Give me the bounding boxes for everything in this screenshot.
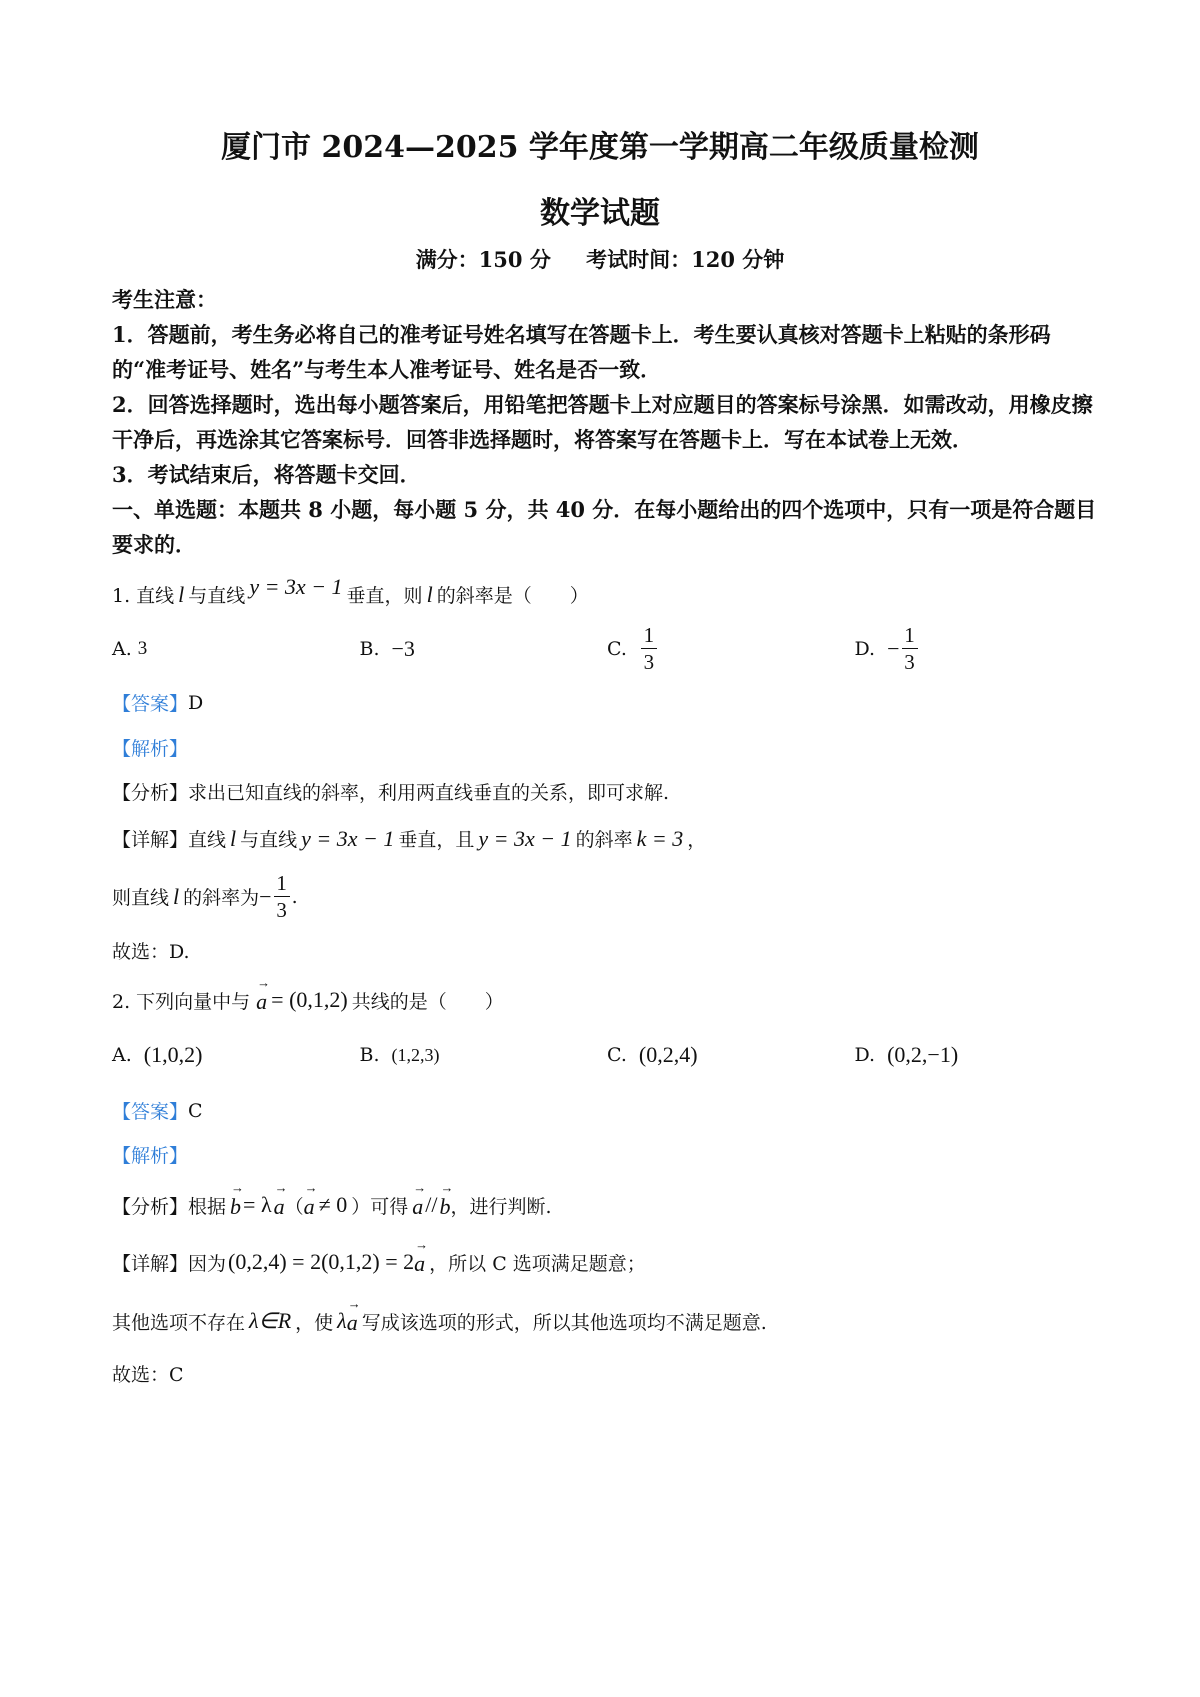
exam-meta (0, 244, 1200, 274)
fraction: $\frac{1}{3}$ (274, 872, 290, 921)
exam-title: 厦门市 2024—2025 学年度第一学期高二年级质量检测 (221, 130, 979, 165)
q1-option-d[interactable]: D. − $\frac{1}{3}$ (855, 624, 1103, 673)
q2-option-c[interactable]: C. (0,2,4) (607, 1042, 698, 1067)
question-2-options (112, 1042, 1102, 1068)
q1-jiexi: 【解析】 (112, 738, 189, 760)
q2-detail: 【详解】 因为 (0,2,4) = 2(0,1,2) = 2 → a ，所以 C 选项满足题意； (112, 1247, 1102, 1277)
q2-other: 其他选项不存在 λ∈R ，使 λ → a 写成该选项的形式，所以其他选项均不满足题意. (112, 1306, 1102, 1336)
q2-choose: 故选：C (112, 1364, 184, 1386)
full-score: 满分：150 分 (415, 247, 551, 272)
section-heading: 一、单选题：本题共 8 小题，每小题 5 分，共 40 分．在每小题给出的四个选项中，只有一项是符合题目要求的． (112, 497, 1097, 557)
q2-option-d[interactable]: D. (0,2,−1) (854, 1042, 959, 1067)
q1-option-a[interactable]: A. 3 (112, 637, 148, 660)
q1-answer: 【答案】 D (112, 691, 204, 715)
exam-time: 考试时间：120 分钟 (586, 247, 785, 272)
q1-option-c[interactable]: C. $\frac{1}{3}$ (607, 624, 855, 673)
notice-item-3: 3．考试结束后，将答题卡交回． (112, 462, 421, 487)
q2-option-b[interactable]: B. (1,2,3) (359, 1044, 440, 1066)
fraction: $\frac{1}{3}$ (641, 624, 657, 673)
question-1-stem: 1. 直线 l 与直线 y = 3x − 1 垂直，则 l 的斜率是（ ） (112, 573, 589, 607)
q1-option-b[interactable]: B. −3 (359, 635, 415, 661)
fraction: $\frac{1}{3}$ (902, 624, 918, 673)
notice-item-2: 2．回答选择题时，选出每小题答案后，用铅笔把答题卡上对应题目的答案标号涂黑．如需改动，用橡皮擦干净后，再选涂其它答案标号．回答非选择题时，将答案写在答题卡上．写在本试卷上无效． (112, 392, 1093, 452)
q2-answer: 【答案】 C (112, 1099, 203, 1123)
exam-subtitle: 数学试题 (540, 196, 660, 231)
q1-conclusion: 则直线 l 的斜率为 − $\frac{1}{3}$ . (112, 871, 298, 922)
q1-detail: 【详解】 直线 l 与直线 y = 3x − 1 垂直，且 y = 3x − 1 的斜率 k = 3 ， (112, 825, 707, 851)
q1-choose: 故选：D. (112, 941, 190, 963)
q2-jiexi: 【解析】 (112, 1145, 189, 1167)
q2-analysis: 【分析】 根据 → b = λ → a （ → a ≠ 0 ）可得 → a // → b ，进行判断. (112, 1190, 1102, 1220)
notice-heading: 考生注意： (112, 287, 217, 312)
candidate-notice (112, 282, 1102, 562)
q1-analysis: 【分析】 求出已知直线的斜率，利用两直线垂直的关系，即可求解. (112, 782, 670, 804)
question-1-options (112, 624, 1102, 673)
notice-item-1: 1．答题前，考生务必将自己的准考证号姓名填写在答题卡上．考生要认真核对答题卡上粘贴的条形码的“准考证号、姓名”与考生本人准考证号、姓名是否一致． (112, 322, 1051, 382)
question-2-stem: 2. 下列向量中与 → a = (0,1,2) 共线的是（ ） (112, 985, 1102, 1015)
q2-option-a[interactable]: A. (1,0,2) (112, 1042, 203, 1067)
